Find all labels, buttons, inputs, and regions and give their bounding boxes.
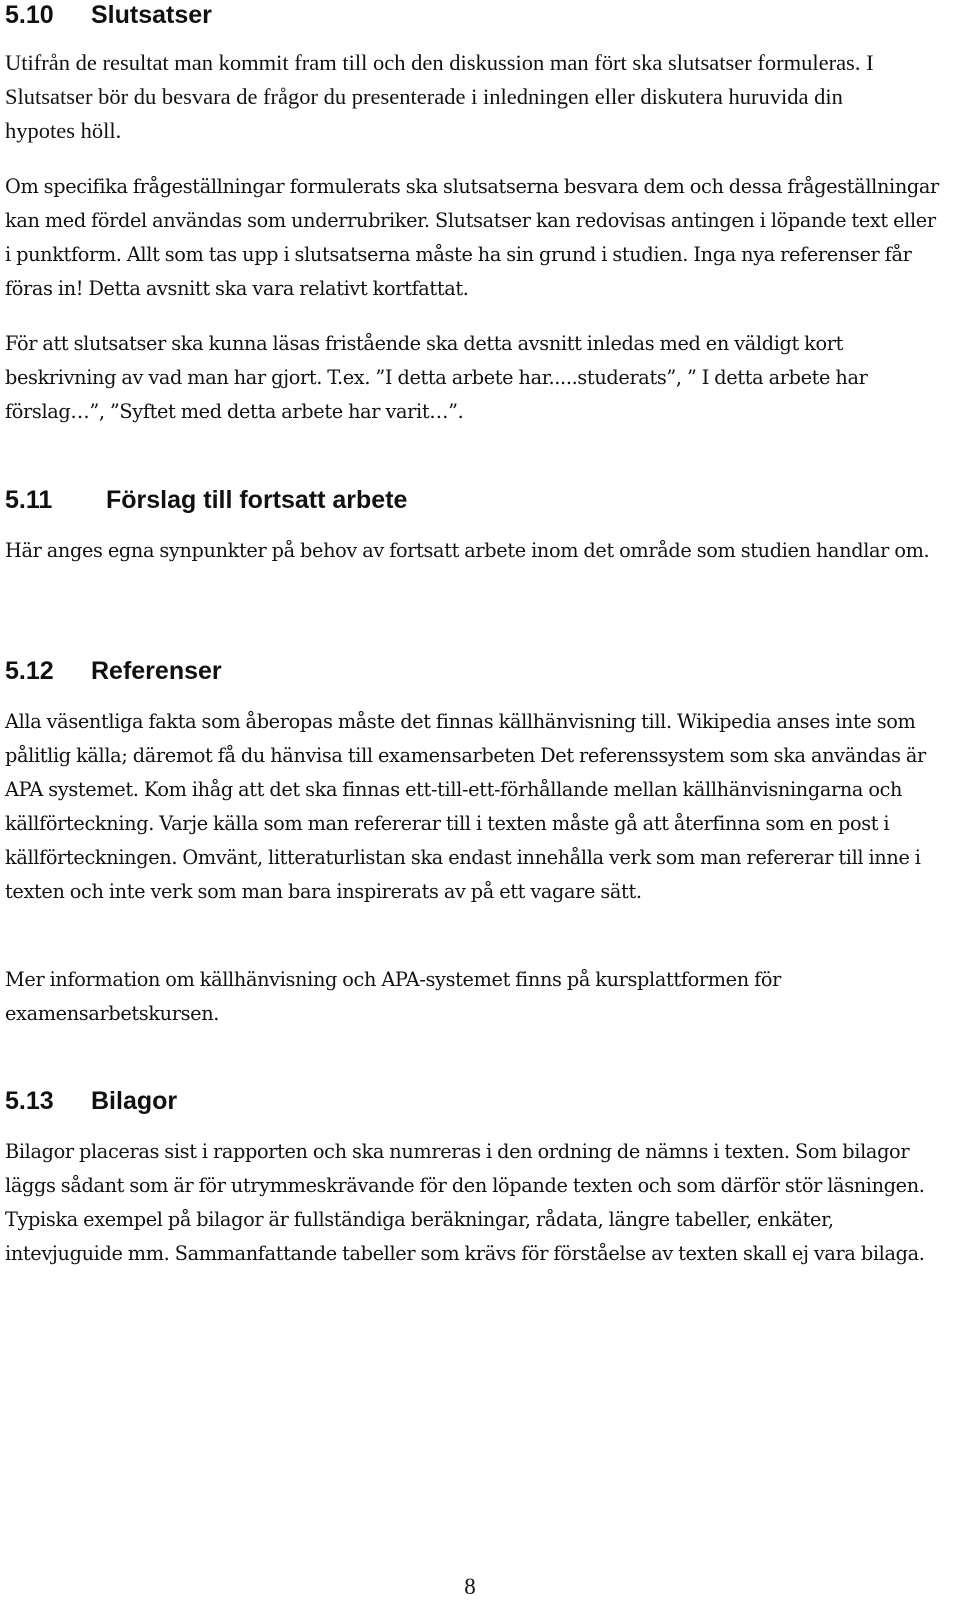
section-heading <box>5 656 222 686</box>
section-heading <box>5 0 212 30</box>
section-number: 5.11 <box>5 486 53 514</box>
section-number: 5.12 <box>5 657 54 685</box>
paragraph: För att slutsatser ska kunna läsas fristående ska detta avsnitt inledas med en väldigt kort beskrivning av vad man har gjort. T.ex. ”I detta arbete har.....studerats”, ” I detta arbete har förslag…”, ”Syftet med detta arbete har varit…”. <box>5 332 868 423</box>
section-number: 5.10 <box>5 1 54 29</box>
paragraph: Här anges egna synpunkter på behov av fortsatt arbete inom det område som studien handlar om. <box>5 539 930 562</box>
page-number: 8 <box>464 1574 476 1599</box>
section-heading <box>5 1086 177 1116</box>
section-heading <box>5 485 407 515</box>
section-title: Referenser <box>91 657 222 685</box>
paragraph: Om specifika frågeställningar formulerats ska slutsatserna besvara dem och dessa frågeställningar kan med fördel användas som underrubriker. Slutsatser kan redovisas antingen i löpande text eller i punktform. Allt som tas upp i slutsatserna måste ha sin grund i studien. Inga nya referenser får föras in! Detta avsnitt ska vara relativt kortfattat. <box>5 175 939 300</box>
section-title: Förslag till fortsatt arbete <box>106 486 408 514</box>
section-title: Bilagor <box>91 1087 178 1115</box>
paragraph: Mer information om källhänvisning och APA-systemet finns på kursplattformen för examensarbetskursen. <box>5 968 781 1025</box>
paragraph: Bilagor placeras sist i rapporten och ska numreras i den ordning de nämns i texten. Som bilagor läggs sådant som är för utrymmeskrävande för den löpande texten och som därför stör läsningen. Typiska exempel på bilagor är fullständiga beräkningar, rådata, längre tabeller, enkäter, intevjuguide mm. Sammanfattande tabeller som krävs för förståelse av texten skall ej vara bilaga. <box>5 1140 925 1265</box>
paragraph: Utifrån de resultat man kommit fram till och den diskussion man fört ska slutsatser formuleras. I Slutsatser bör du besvara de frågor du presenterade i inledningen eller diskutera huruvida din hypotes höll. <box>5 50 874 143</box>
section-number: 5.13 <box>5 1087 54 1115</box>
section-title: Slutsatser <box>91 1 212 29</box>
paragraph: Alla väsentliga fakta som åberopas måste det finnas källhänvisning till. Wikipedia anses inte som pålitlig källa; däremot få du hänvisa till examensarbeten Det referenssystem som ska användas är APA systemet. Kom ihåg att det ska finnas ett-till-ett-förhållande mellan källhänvisningarna och källförteckning. Varje källa som man refererar till i texten måste gå att återfinna som en post i källförteckningen. Omvänt, litteraturlistan ska endast innehålla verk som man refererar till inne i texten och inte verk som man bara inspirerats av på ett vagare sätt. <box>5 710 926 903</box>
